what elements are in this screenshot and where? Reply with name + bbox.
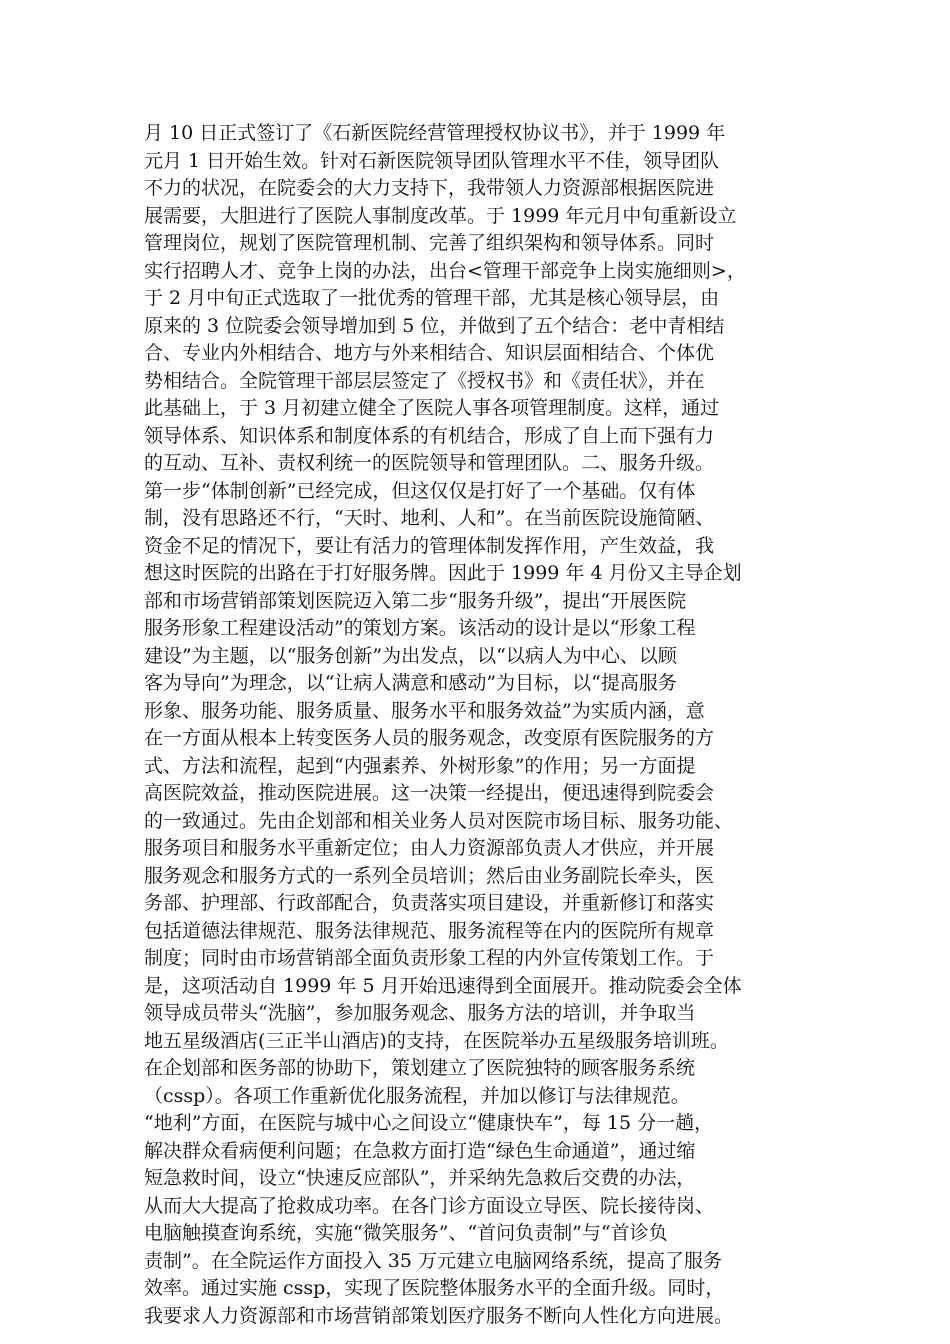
- text-line: “地利”方面，在医院与城中心之间设立“健康快车”，每 15 分一趟，: [144, 1112, 714, 1134]
- text-line: 在企划部和医务部的协助下，策划建立了医院独特的顾客服务系统: [144, 1057, 696, 1079]
- text-line: 服务观念和服务方式的一系列全员培训；然后由业务副院长牵头，医: [144, 864, 715, 887]
- text-line: 第一步“体制创新”已经完成，但这仅仅是打好了一个基础。仅有体: [144, 479, 696, 502]
- text-line: 在一方面从根本上转变医务人员的服务观念，改变原有医院服务的方: [144, 727, 715, 749]
- text-line: 管理岗位，规划了医院管理机制、完善了组织架构和领导体系。同时: [144, 232, 715, 254]
- text-line: 展需要，大胆进行了医院人事制度改革。于 1999 年元月中旬重新设立: [144, 204, 737, 227]
- text-line: 服务形象工程建设活动”的策划方案。该活动的设计是以“形象工程: [144, 617, 696, 639]
- text-line: 的一致通过。先由企划部和相关业务人员对医院市场目标、服务功能、: [144, 809, 734, 832]
- text-line: 解决群众看病便利问题；在急救方面打造“绿色生命通道”，通过缩: [144, 1139, 696, 1162]
- text-line: 务部、护理部、行政部配合，负责落实项目建设，并重新修订和落实: [144, 892, 715, 914]
- text-line: 短急救时间，设立“快速反应部队”，并采纳先急救后交费的办法，: [144, 1167, 696, 1189]
- text-line: 合、专业内外相结合、地方与外来相结合、知识层面相结合、个体优: [144, 342, 715, 364]
- text-line: 部和市场营销部策划医院迈入第二步“服务升级”，提出“开展医院: [144, 589, 687, 612]
- text-line: 是，这项活动自 1999 年 5 月开始迅速得到全面展开。推动院委会全体: [144, 974, 742, 997]
- text-line: 于 2 月中旬正式选取了一批优秀的管理干部，尤其是核心领导层，由: [144, 287, 720, 309]
- text-line: 此基础上，于 3 月初建立健全了医院人事各项管理制度。这样，通过: [144, 397, 720, 419]
- text-line: 原来的 3 位院委会领导增加到 5 位，并做到了五个结合：老中青相结: [144, 314, 725, 337]
- text-line: 元月 1 日开始生效。针对石新医院领导团队管理水平不佳，领导团队: [144, 149, 720, 172]
- text-line: 实行招聘人才、竞争上岗的办法，出台<管理干部竞争上岗实施细则>，: [144, 259, 746, 282]
- text-line: 责制”。在全院运作方面投入 35 万元建立电脑网络系统，提高了服务: [144, 1249, 722, 1272]
- text-line: 不力的状况，在院委会的大力支持下，我带领人力资源部根据医院进: [144, 177, 715, 199]
- text-line: 电脑触摸查询系统，实施“微笑服务”、“首问负责制”与“首诊负: [144, 1222, 668, 1244]
- text-line: 我要求人力资源部和市场营销部策划医疗服务不断向人性化方向进展。: [144, 1304, 734, 1327]
- text-line: 形象、服务功能、服务质量、服务水平和服务效益”为实质内涵，意: [144, 699, 705, 722]
- text-line: 的互动、互补、责权利统一的医院领导和管理团队。二、服务升级。: [144, 452, 715, 474]
- text-line: 高医院效益，推动医院进展。这一决策一经提出，便迅速得到院委会: [144, 782, 715, 804]
- text-line: 建设”为主题，以“服务创新”为出发点，以“以病人为中心、以顾: [144, 644, 677, 667]
- text-line: （cssp）。各项工作重新优化服务流程，并加以修订与法律规范。: [144, 1084, 690, 1107]
- text-line: 地五星级酒店(三正半山酒店)的支持，在医院举办五星级服务培训班。: [144, 1029, 729, 1052]
- text-line: 式、方法和流程，起到“内强素养、外树形象”的作用；另一方面提: [144, 754, 696, 777]
- text-line: 领导体系、知识体系和制度体系的有机结合，形成了自上而下强有力: [144, 424, 715, 447]
- text-line: 客为导向”为理念，以“让病人满意和感动”为目标，以“提高服务: [144, 672, 677, 694]
- text-line: 从而大大提高了抢救成功率。在各门诊方面设立导医、院长接待岗、: [144, 1194, 715, 1217]
- text-line: 服务项目和服务水平重新定位；由人力资源部负责人才供应，并开展: [144, 837, 715, 859]
- body-text: [144, 120, 816, 1330]
- text-line: 领导成员带头“洗脑”，参加服务观念、服务方法的培训，并争取当: [144, 1002, 696, 1024]
- text-line: 资金不足的情况下，要让有活力的管理体制发挥作用，产生效益，我: [144, 534, 715, 557]
- text-line: 月 10 日正式签订了《石新医院经营管理授权协议书》，并于 1999 年: [144, 122, 726, 144]
- text-line: 制度；同时由市场营销部全面负责形象工程的内外宣传策划工作。于: [144, 947, 715, 969]
- text-line: 想这时医院的出路在于打好服务牌。因此于 1999 年 4 月份又主导企划: [144, 562, 742, 584]
- text-line: 效率。通过实施 cssp，实现了医院整体服务水平的全面升级。同时，: [144, 1277, 725, 1299]
- text-line: 制，没有思路还不行，“天时、地利、人和”。在当前医院设施简陋、: [144, 507, 715, 529]
- text-line: 包括道德法律规范、服务法律规范、服务流程等在内的医院所有规章: [144, 919, 715, 942]
- text-line: 势相结合。全院管理干部层层签定了《授权书》和《责任状》，并在: [144, 369, 705, 392]
